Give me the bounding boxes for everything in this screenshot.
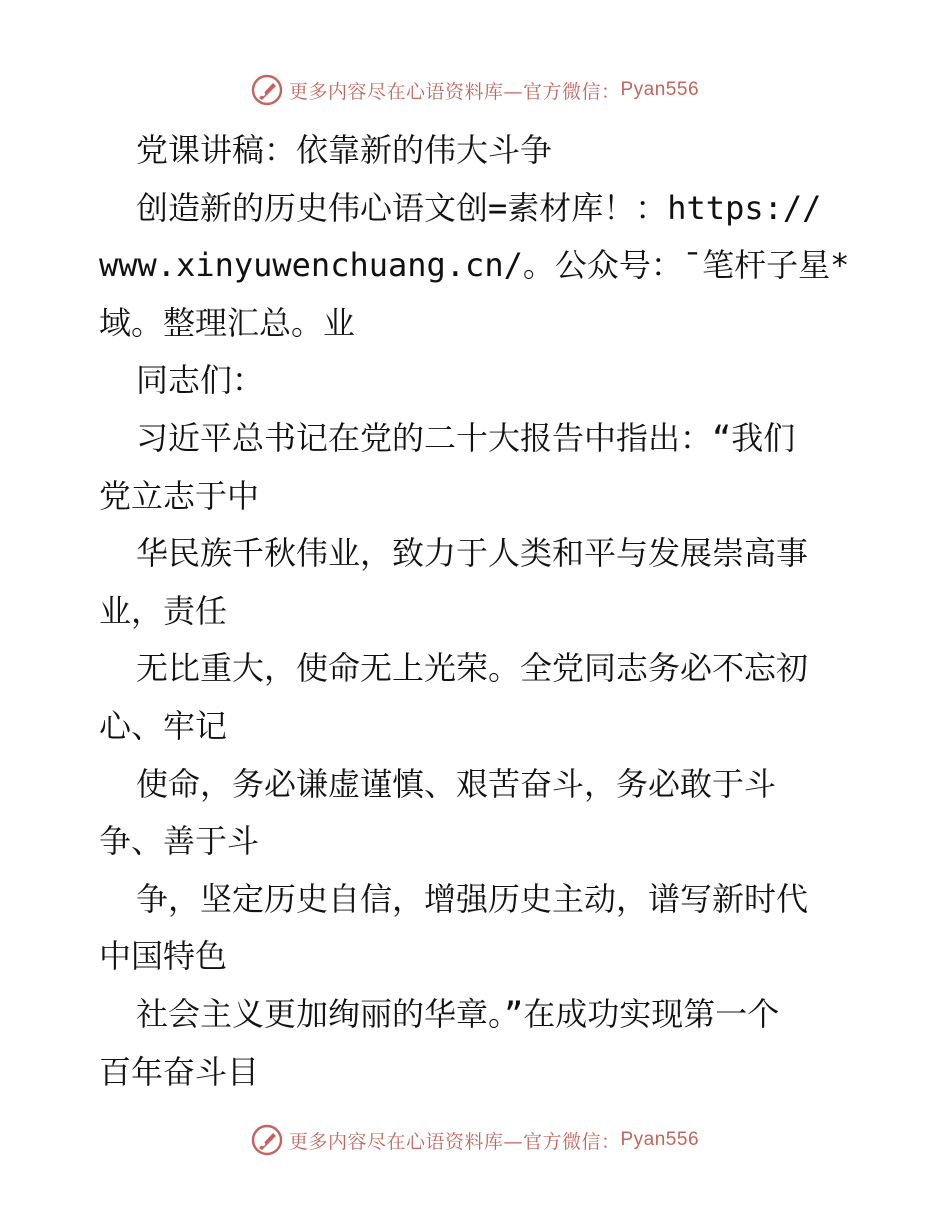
text-line: 心、牢记	[99, 706, 228, 745]
text-line: 域。整理汇总。业	[99, 303, 356, 342]
text-line: 中国特色	[99, 937, 228, 976]
text-line: 使命，务必谦虚谨慎、艰苦奋斗，务必敢于斗	[136, 764, 777, 803]
salutation: 同志们：	[136, 361, 265, 400]
text-line: 社会主义更加绚丽的华章。”在成功实现第一个	[136, 994, 780, 1033]
text-line: 华民族千秋伟业，致力于人类和平与发展崇高事	[136, 534, 809, 573]
quill-logo-icon	[251, 74, 283, 106]
quill-logo-icon	[251, 1124, 283, 1156]
document-body	[99, 122, 859, 1101]
wechat-id: Pyan556	[620, 1129, 700, 1150]
banner-text: 更多内容尽在心语资料库—官方微信：	[288, 1130, 621, 1153]
text-line: 党立志于中	[99, 476, 260, 515]
text-line: 百年奋斗目	[99, 1052, 260, 1091]
text-line: 无比重大，使命无上光荣。全党同志务必不忘初	[136, 649, 809, 688]
footer-banner	[0, 1120, 950, 1160]
banner-text: 更多内容尽在心语资料库—官方微信：	[288, 80, 621, 103]
text-line: 创造新的历史伟心语文创=素材库！：https://	[136, 188, 822, 227]
wechat-id: Pyan556	[620, 79, 700, 100]
text-line: 习近平总书记在党的二十大报告中指出：“我们	[136, 418, 796, 457]
text-line: 争，坚定历史自信，增强历史主动，谱写新时代	[136, 879, 809, 918]
document-title: 党课讲稿：依靠新的伟大斗争	[136, 131, 553, 169]
text-line: www.xinyuwenchuang.cn/。公众号：¯笔杆子星*	[99, 246, 850, 285]
header-banner	[0, 70, 950, 110]
text-line: 业，责任	[99, 591, 228, 630]
text-line: 争、善于斗	[99, 822, 260, 861]
